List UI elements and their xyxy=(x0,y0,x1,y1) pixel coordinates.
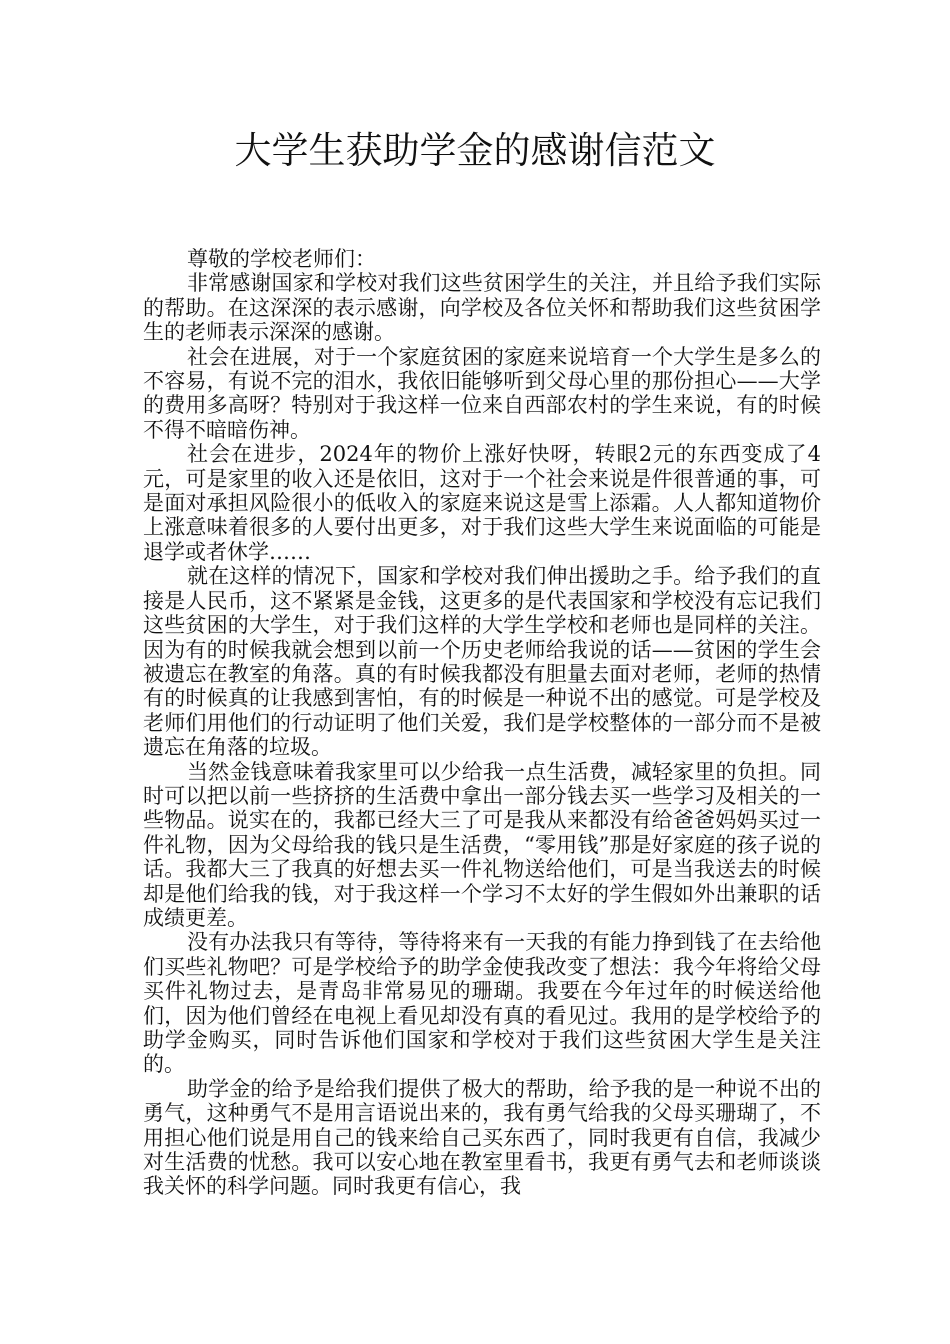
paragraph: 社会在进展，对于一个家庭贫困的家庭来说培育一个大学生是多么的不容易，有说不完的泪水，我依旧能够听到父母心里的那份担心——大学的费用多高呀？特别对于我这样一位来自西部农村的学生来说，有的时候不得不暗暗伤神。 xyxy=(143,344,821,442)
paragraph: 当然金钱意味着我家里可以少给我一点生活费，减轻家里的负担。同时可以把以前一些挤挤的生活费中拿出一部分钱去买一些学习及相关的一些物品。说实在的，我都已经大三了可是我从来都没有给爸爸妈妈买过一件礼物，因为父母给我的钱只是生活费，“零用钱”那是好家庭的孩子说的话。我都大三了我真的好想去买一件礼物送给他们，可是当我送去的时候却是他们给我的钱，对于我这样一个学习不太好的学生假如外出兼职的话成绩更差。 xyxy=(143,759,821,930)
letter-body xyxy=(143,247,821,1199)
paragraph: 社会在进步，2024年的物价上涨好快呀，转眼2元的东西变成了4元，可是家里的收入还是依旧，这对于一个社会来说是件很普通的事，可是面对承担风险很小的低收入的家庭来说这是雪上添霜。人人都知道物价上涨意味着很多的人要付出更多，对于我们这些大学生来说面临的可能是退学或者休学…… xyxy=(143,442,821,564)
letter-salutation: 尊敬的学校老师们： xyxy=(187,247,376,271)
document-title: 大学生获助学金的感谢信范文 xyxy=(234,129,716,172)
paragraph: 没有办法我只有等待，等待将来有一天我的有能力挣到钱了在去给他们买些礼物吧？可是学校给予的助学金使我改变了想法：我今年将给父母买件礼物过去，是青岛非常易见的珊瑚。我要在今年过年的时候送给他们，因为他们曾经在电视上看见却没有真的看见过。我用的是学校给予的助学金购买，同时告诉他们国家和学校对于我们这些贫困大学生是关注的。 xyxy=(143,930,821,1077)
paragraph: 就在这样的情况下，国家和学校对我们伸出援助之手。给予我们的直接是人民币，这不紧紧是金钱，这更多的是代表国家和学校没有忘记我们这些贫困的大学生，对于我们这样的大学生学校和老师也是同样的关注。因为有的时候我就会想到以前一个历史老师给我说的话——贫困的学生会被遗忘在教室的角落。真的有时候我都没有胆量去面对老师，老师的热情有的时候真的让我感到害怕，有的时候是一种说不出的感觉。可是学校及老师们用他们的行动证明了他们关爱，我们是学校整体的一部分而不是被遗忘在角落的垃圾。 xyxy=(143,564,821,760)
paragraph: 助学金的给予是给我们提供了极大的帮助，给予我的是一种说不出的勇气，这种勇气不是用言语说出来的，我有勇气给我的父母买珊瑚了，不用担心他们说是用自己的钱来给自己买东西了，同时我更有自信，我减少对生活费的忧愁。我可以安心地在教室里看书，我更有勇气去和老师谈谈我关怀的科学问题。同时我更有信心，我 xyxy=(143,1076,821,1199)
paragraph: 非常感谢国家和学校对我们这些贫困学生的关注，并且给予我们实际的帮助。在这深深的表示感谢，向学校及各位关怀和帮助我们这些贫困学生的老师表示深深的感谢。 xyxy=(143,271,821,345)
